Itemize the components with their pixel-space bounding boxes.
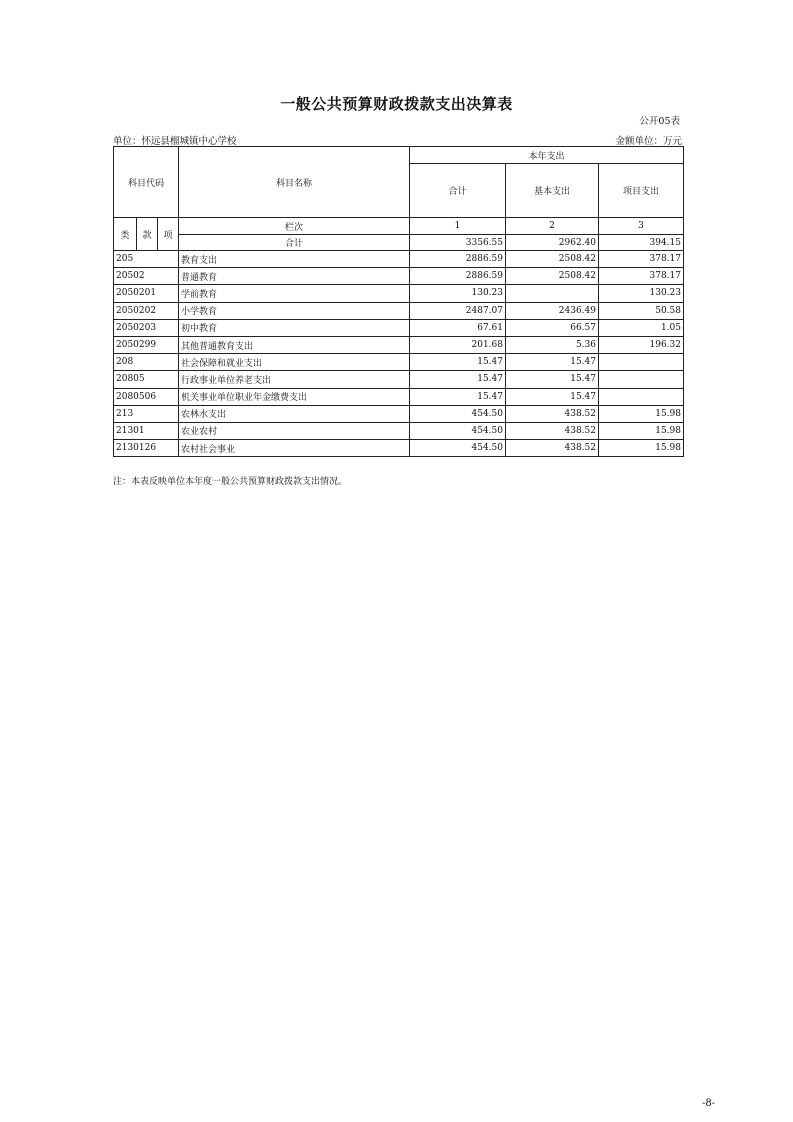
header-basic: 基本支出 <box>506 164 599 218</box>
row-project: 15.98 <box>599 405 684 422</box>
row-code: 205 <box>114 251 179 268</box>
header-name: 科目名称 <box>179 147 410 218</box>
row-basic: 15.47 <box>506 371 599 388</box>
row-total: 454.50 <box>410 422 506 439</box>
total-basic: 2962.40 <box>506 235 599 251</box>
row-total: 67.61 <box>410 319 506 336</box>
row-basic: 2508.42 <box>506 268 599 285</box>
row-basic: 15.47 <box>506 354 599 371</box>
row-name: 其他普通教育支出 <box>179 336 410 353</box>
row-code: 2050299 <box>114 336 179 353</box>
table-row <box>114 371 684 388</box>
row-name: 农业农村 <box>179 422 410 439</box>
row-name: 机关事业单位职业年金缴费支出 <box>179 388 410 405</box>
row-name: 行政事业单位养老支出 <box>179 371 410 388</box>
expenditure-table <box>113 146 684 457</box>
row-total: 2886.59 <box>410 268 506 285</box>
row-name: 普通教育 <box>179 268 410 285</box>
table-row <box>114 251 684 268</box>
row-project <box>599 354 684 371</box>
row-total: 15.47 <box>410 371 506 388</box>
row-total: 15.47 <box>410 354 506 371</box>
total-label: 合计 <box>179 235 410 251</box>
row-project: 196.32 <box>599 336 684 353</box>
table-row <box>114 336 684 353</box>
unit-label: 单位：怀远县榴城镇中心学校 <box>113 136 237 147</box>
total-total: 3356.55 <box>410 235 506 251</box>
table-row <box>114 354 684 371</box>
row-project: 1.05 <box>599 319 684 336</box>
header-code: 科目代码 <box>114 147 179 218</box>
row-basic: 438.52 <box>506 405 599 422</box>
table-row <box>114 302 684 319</box>
table-row <box>114 422 684 439</box>
table-note: 注：本表反映单位本年度一般公共预算财政拨款支出情况。 <box>113 477 348 487</box>
row-project: 15.98 <box>599 422 684 439</box>
row-project: 50.58 <box>599 302 684 319</box>
col-number-2: 2 <box>506 218 599 235</box>
row-basic: 438.52 <box>506 440 599 457</box>
row-project <box>599 371 684 388</box>
row-total: 2886.59 <box>410 251 506 268</box>
row-name: 农林水支出 <box>179 405 410 422</box>
row-name: 初中教育 <box>179 319 410 336</box>
lanci-label: 栏次 <box>179 218 410 235</box>
table-row <box>114 319 684 336</box>
row-name: 学前教育 <box>179 285 410 302</box>
row-total: 454.50 <box>410 405 506 422</box>
row-project: 378.17 <box>599 268 684 285</box>
page-number: -8- <box>702 1098 716 1109</box>
row-basic: 2508.42 <box>506 251 599 268</box>
header-kuan: 款 <box>137 218 158 251</box>
row-total: 454.50 <box>410 440 506 457</box>
row-basic: 438.52 <box>506 422 599 439</box>
table-row <box>114 440 684 457</box>
table-body <box>114 251 684 457</box>
row-total: 201.68 <box>410 336 506 353</box>
row-total: 130.23 <box>410 285 506 302</box>
table-row <box>114 285 684 302</box>
table-row <box>114 268 684 285</box>
row-code: 2050201 <box>114 285 179 302</box>
total-project: 394.15 <box>599 235 684 251</box>
row-code: 21301 <box>114 422 179 439</box>
col-number-3: 3 <box>599 218 684 235</box>
table-row <box>114 405 684 422</box>
row-code: 2080506 <box>114 388 179 405</box>
page-title: 一般公共预算财政拨款支出决算表 <box>280 95 513 113</box>
row-basic: 66.57 <box>506 319 599 336</box>
header-current-year: 本年支出 <box>410 147 684 164</box>
row-project <box>599 388 684 405</box>
row-total: 2487.07 <box>410 302 506 319</box>
amount-unit-label: 金额单位：万元 <box>615 136 682 147</box>
row-code: 213 <box>114 405 179 422</box>
row-total: 15.47 <box>410 388 506 405</box>
row-project: 130.23 <box>599 285 684 302</box>
col-number-1: 1 <box>410 218 506 235</box>
row-project: 15.98 <box>599 440 684 457</box>
form-number: 公开05表 <box>639 116 680 127</box>
row-code: 2050202 <box>114 302 179 319</box>
row-code: 2050203 <box>114 319 179 336</box>
row-basic: 5.36 <box>506 336 599 353</box>
row-code: 20502 <box>114 268 179 285</box>
table-row <box>114 388 684 405</box>
row-name: 社会保障和就业支出 <box>179 354 410 371</box>
row-name: 小学教育 <box>179 302 410 319</box>
row-code: 20805 <box>114 371 179 388</box>
header-lei: 类 <box>114 218 137 251</box>
row-name: 教育支出 <box>179 251 410 268</box>
row-code: 2130126 <box>114 440 179 457</box>
row-basic: 2436.49 <box>506 302 599 319</box>
row-basic <box>506 285 599 302</box>
header-xiang: 项 <box>158 218 179 251</box>
row-project: 378.17 <box>599 251 684 268</box>
header-project: 项目支出 <box>599 164 684 218</box>
header-total: 合计 <box>410 164 506 218</box>
row-code: 208 <box>114 354 179 371</box>
row-basic: 15.47 <box>506 388 599 405</box>
row-name: 农村社会事业 <box>179 440 410 457</box>
